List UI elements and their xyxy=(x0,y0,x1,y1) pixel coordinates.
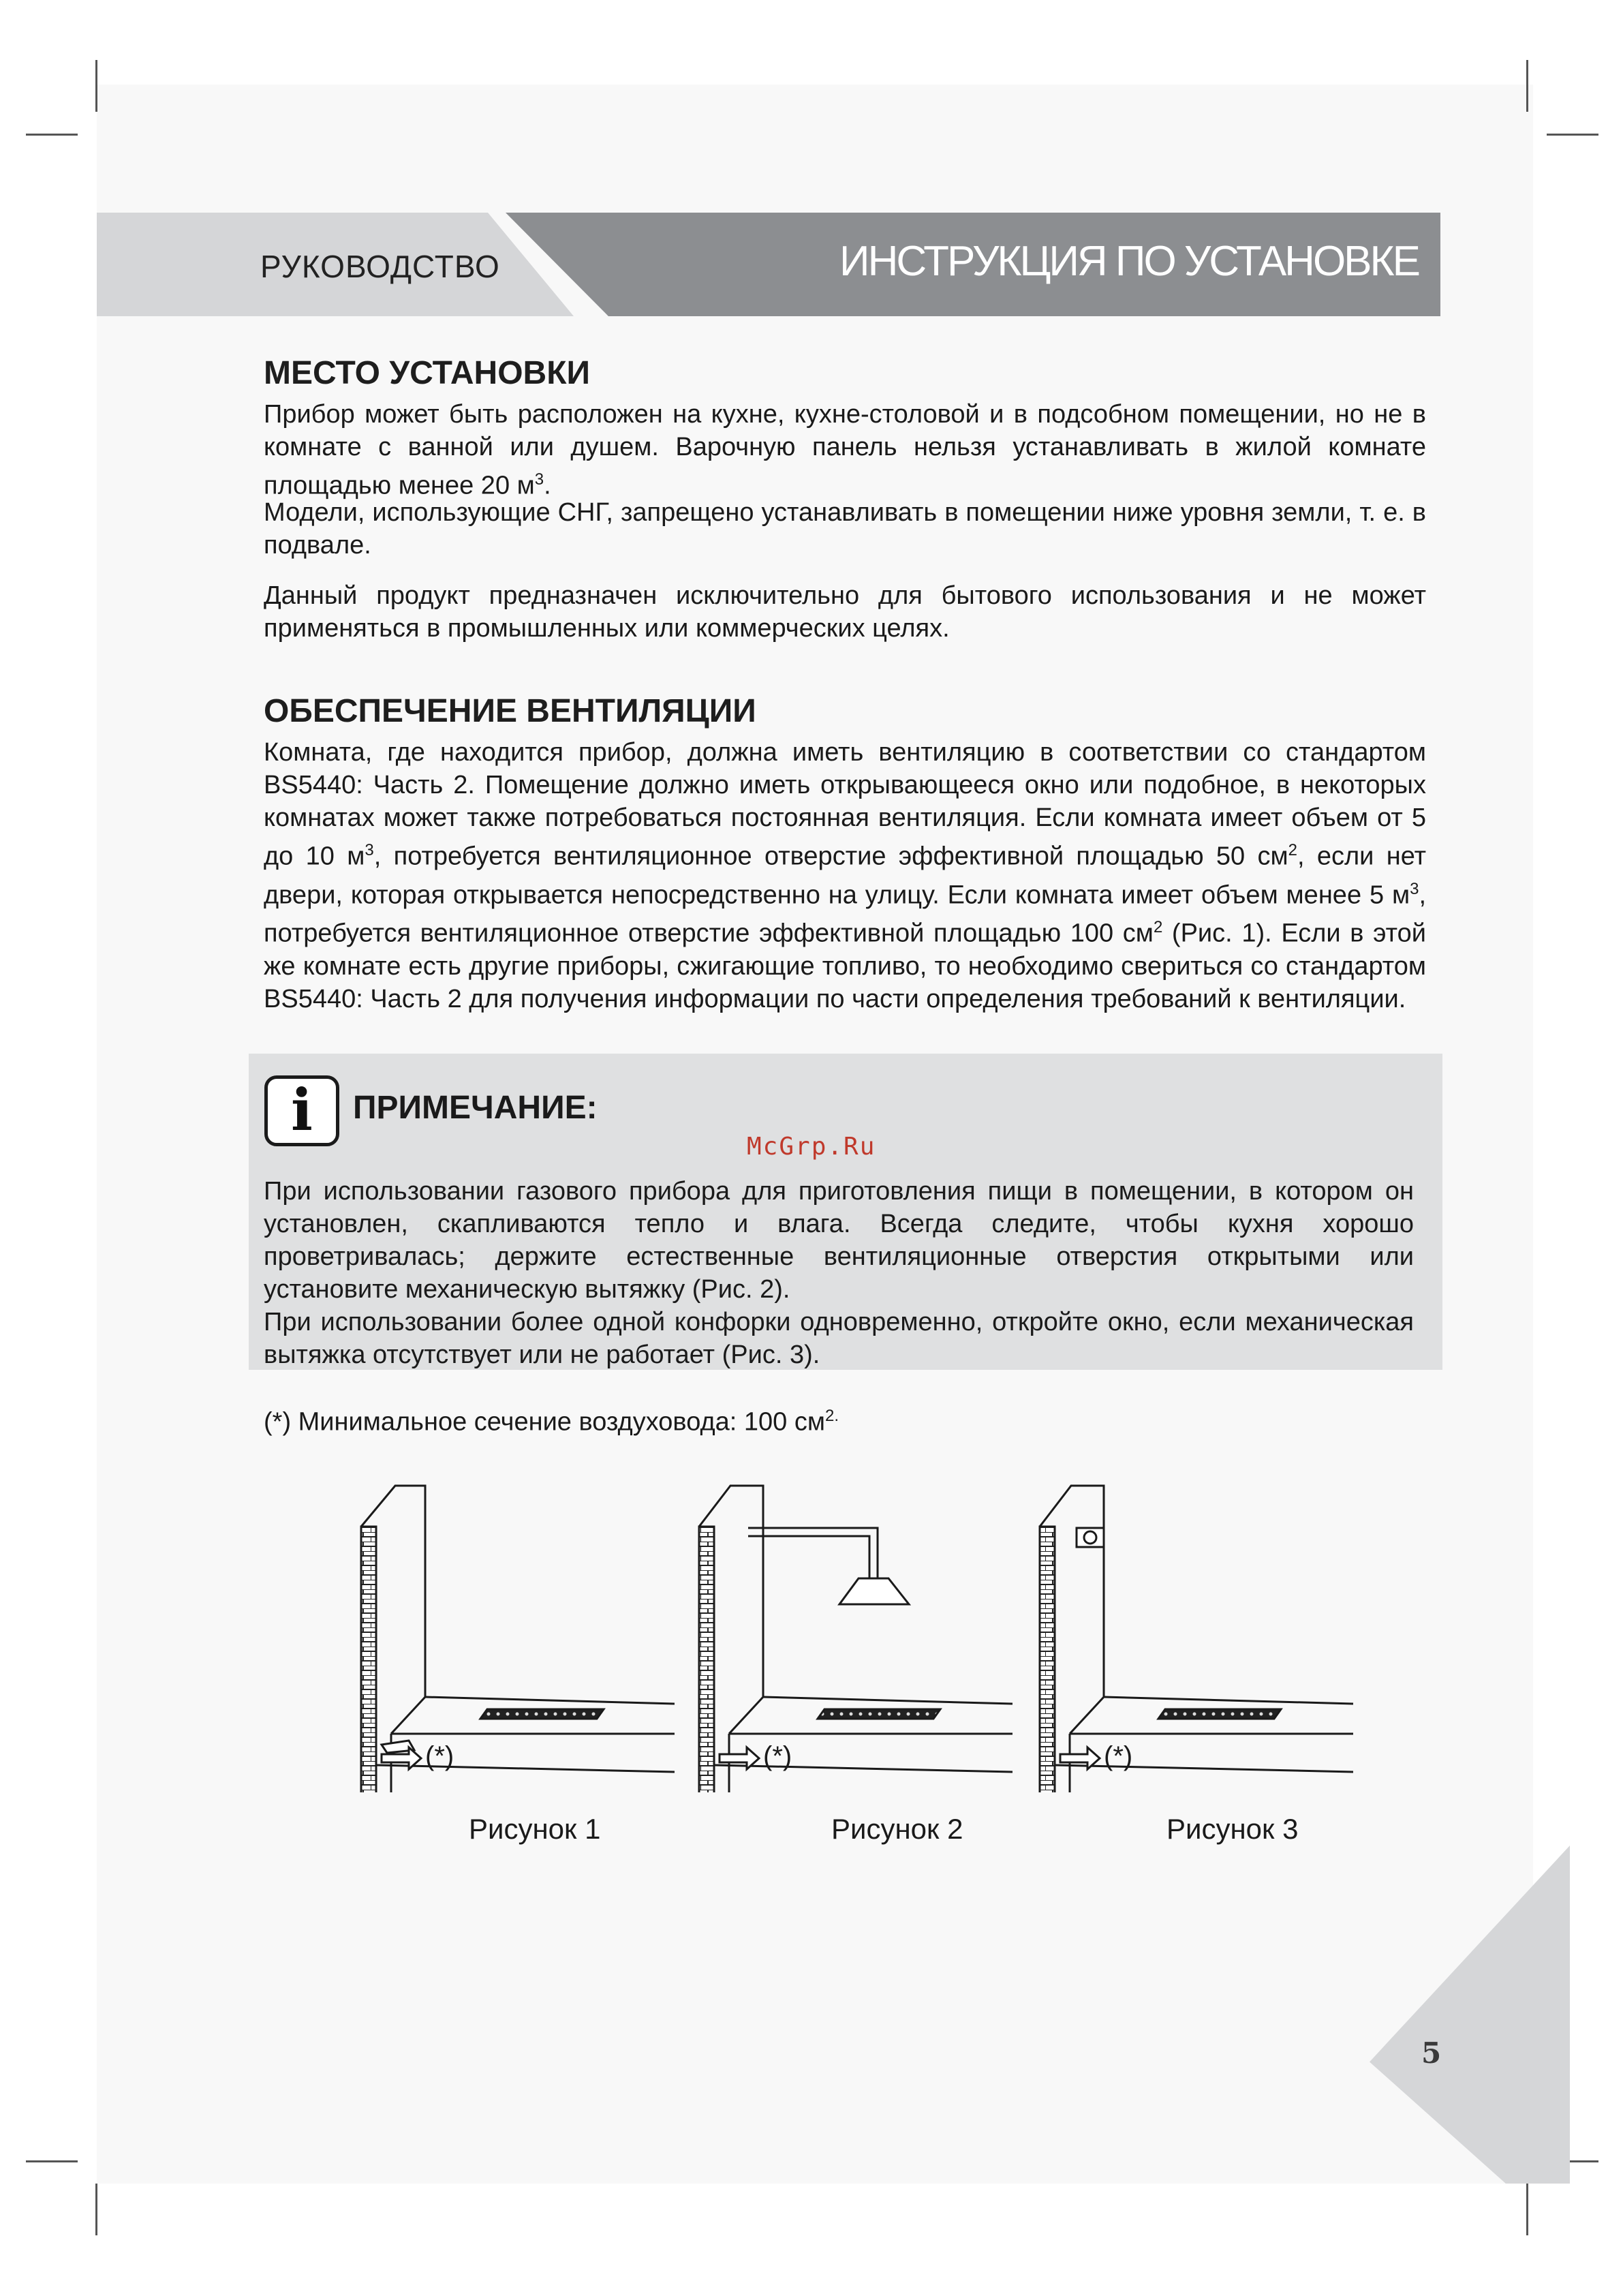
note-title: ПРИМЕЧАНИЕ: xyxy=(353,1090,598,1126)
brick-wall xyxy=(361,1527,376,1792)
note-paragraph-1: При использовании газового прибора для приготовления пищи в помещении, в котором он установлен, скапливаются тепло и влага. Всегда следите, чтобы кухня хорошо проветривалась; держите естественные вентиляционные отверстия открытыми или установите механическую вытяжку (Рис. 2). xyxy=(264,1177,1414,1304)
hob-burners xyxy=(1158,1709,1281,1719)
footnote: (*) Минимальное сечение воздуховода: 100 $см^{2.}$ xyxy=(264,1407,839,1437)
header-left-label: РУКОВОДСТВО xyxy=(260,249,500,284)
vent-marker: (*) xyxy=(763,1741,792,1771)
figure-2-caption: Рисунок 2 xyxy=(831,1813,963,1845)
paragraph-ventilation: Комната, где находится прибор, должна иметь вентиляцию в соответствии со стандартом BS5440: Часть 2. Помещение должно иметь открывающееся окно или подобное, в некоторых комнатах может также потребоваться постоянная вентиляция. Если комната имеет объем от 5 до 10 $м^3$, потребуется вентиляционное отверстие эффективной площадью 50 $см^2$, если нет двери, которая открывается непосредственно на улицу. Если комната имеет объем менее 5 $м^3$, потребуется вентиляционное отверстие эффективной площадью 100 $см^2$ (Рис. 1). Если в этой же комнате есть другие приборы, сжигающие топливо, то необходимо свериться со стандартом BS5440: Часть 2 для получения информации по части определения требований к вентиляции. xyxy=(264,738,1426,1013)
crop-mark xyxy=(95,2184,97,2235)
crop-mark xyxy=(1526,60,1528,112)
figures-illustration xyxy=(341,1465,1376,1792)
section-title-ventilation: ОБЕСПЕЧЕНИЕ ВЕНТИЛЯЦИИ xyxy=(264,693,756,729)
hob-burners xyxy=(480,1709,604,1719)
crop-mark xyxy=(1547,134,1598,136)
extractor-hood xyxy=(839,1578,909,1604)
vent-marker: (*) xyxy=(1104,1741,1133,1771)
vent-marker: (*) xyxy=(425,1741,454,1771)
figure-3-caption: Рисунок 3 xyxy=(1166,1813,1299,1845)
header-right-title: ИНСТРУКЦИЯ ПО УСТАНОВКЕ xyxy=(839,238,1419,285)
paragraph-location: Прибор может быть расположен на кухне, кухне-столовой и в подсобном помещении, но не в комнате с ванной или душем. Варочную панель нельзя устанавливать в жилой комнате площадью менее 20 $м^3$. xyxy=(264,400,1426,500)
note-paragraph-2: При использовании более одной конфорки одновременно, откройте окно, если механическая вытяжка отсутствует или не работает (Рис. 3). xyxy=(264,1308,1414,1369)
page-number: 5 xyxy=(1421,2036,1442,2070)
crop-mark xyxy=(26,134,78,136)
section-title-installation: МЕСТО УСТАНОВКИ xyxy=(264,355,591,391)
figure-1-caption: Рисунок 1 xyxy=(469,1813,601,1845)
brick-wall xyxy=(1040,1527,1055,1792)
crop-mark xyxy=(26,2160,78,2162)
info-icon: i xyxy=(264,1075,339,1146)
hob-burners xyxy=(818,1709,940,1719)
paragraph-domestic-use: Данный продукт предназначен исключительно для бытового использования и не может применяться в промышленных или коммерческих целях. xyxy=(264,581,1426,643)
watermark: McGrp.Ru xyxy=(747,1133,876,1161)
crop-mark xyxy=(95,60,97,112)
paragraph-lpg: Модели, использующие СНГ, запрещено устанавливать в помещении ниже уровня земли, т. е. в подвале. xyxy=(264,498,1426,560)
brick-wall xyxy=(699,1527,714,1792)
crop-mark xyxy=(1526,2184,1528,2235)
note-text xyxy=(264,1175,1414,1371)
